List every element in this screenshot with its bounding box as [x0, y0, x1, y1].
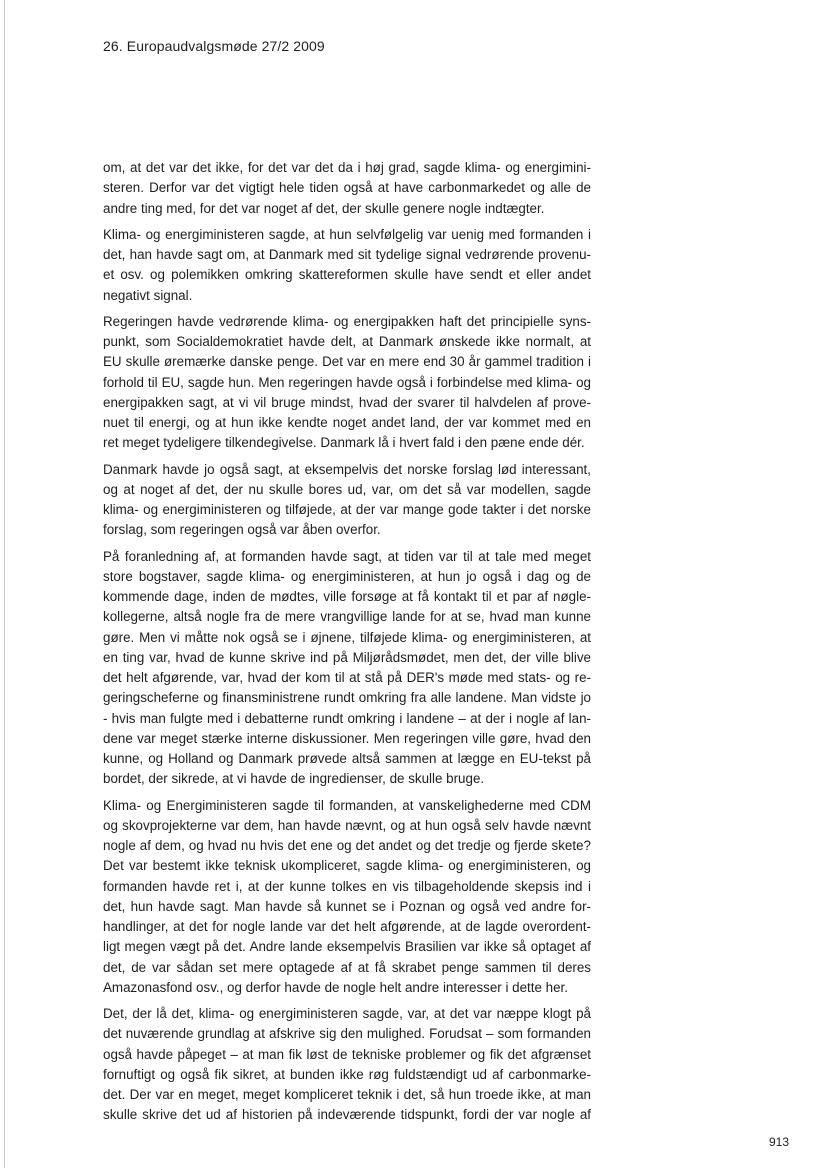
paragraph: [103, 158, 591, 219]
text-line: gøre. Men vi måtte nok også se i øjnene, tilføjede klima- og energiministeren, at: [103, 629, 591, 645]
text-line: et osv. og polemikken omkring skattereformen skulle have sendt et eller andet: [103, 267, 591, 283]
text-line: negativt signal.: [103, 287, 193, 303]
text-line: Det var bestemt ikke teknisk ukompliceret, sagde klima- og energiministeren, og: [103, 858, 591, 874]
text-line: På foranledning af, at formanden havde sagt, at tiden var til at tale med meget: [103, 548, 591, 564]
text-line: det, de var sådan set mere optagede af at få skrabet penge sammen til deres: [103, 959, 591, 975]
text-line: klima- og energiministeren og tilføjede, at der var mange gode takter i det norske: [103, 502, 591, 517]
text-line: kommende dage, inden de mødtes, ville forsøge at få kontakt til et par af nøgle-: [103, 589, 591, 604]
text-line: det, hun havde sagt. Man havde så kunnet se i Poznan og også ved andre for-: [103, 898, 591, 914]
text-line: steren. Derfor var det vigtigt hele tiden også at have carbonmarkedet og alle de: [103, 180, 591, 196]
text-line: geringscheferne og finansministrene rundt omkring fra alle landene. Man vidste jo: [103, 690, 591, 706]
text-line: EU skulle øremærke danske penge. Det var en mere end 30 år gammel tradition i: [103, 354, 591, 370]
text-line: punkt, som Socialdemokratiet havde delt, at Danmark ønskede ikke normalt, at: [103, 334, 591, 349]
text-line: Klima- og Energiministeren sagde til formanden, at vanskelighederne med CDM: [103, 797, 591, 813]
page-number: 913: [769, 1135, 790, 1149]
text-line: bordet, der sikrede, at vi havde de ingredienser, de skulle bruge.: [103, 771, 485, 787]
text-line: energipakken sagt, at vi vil bruge mindst, hvad der svarer til halvdelen af prove-: [103, 394, 591, 410]
text-line: skulle skrive det ud af historien på indeværende tidspunkt, fordi der var nogle af: [103, 1107, 591, 1123]
text-line: også havde påpeget – at man fik løst de tekniske problemer og fik det afgrænset: [103, 1046, 591, 1062]
paragraph: [103, 225, 591, 306]
text-line: det helt afgørende, var, hvad der kom til at stå på DER's møde med stats- og re-: [103, 670, 591, 685]
text-line: andre ting med, for det var noget af det, der skulle genere nogle indtægter.: [103, 200, 545, 216]
body-text: [103, 158, 591, 1132]
text-line: det, han havde sagt om, at Danmark med sit tydelige signal vedrørende provenu-: [103, 247, 591, 262]
text-line: og skovprojekterne var dem, han havde nævnt, og at hun også selv havde nævnt: [103, 817, 591, 833]
paragraph: [103, 460, 591, 541]
text-line: dene var meget stærke interne diskussioner. Men regeringen ville gøre, hvad den: [103, 730, 591, 746]
text-line: det nuværende grundlag at afskrive sig den mulighed. Forudsat – som formanden: [103, 1026, 591, 1042]
text-line: nuet til energi, og at hun ikke kendte noget andet land, der var kommet med en: [103, 415, 591, 430]
text-line: det. Der var en meget, meget kompliceret teknik i det, så hun troede ikke, at man: [103, 1087, 591, 1102]
text-line: Regeringen havde vedrørende klima- og energipakken haft det principielle syns-: [103, 313, 591, 329]
text-line: fornuftigt og også fik sikret, at bunden ikke røg fuldstændigt ud af carbonmarke-: [103, 1066, 591, 1082]
running-header: 26. Europaudvalgsmøde 27/2 2009: [103, 38, 325, 54]
paragraph: [103, 796, 591, 999]
scan-edge-line: [4, 0, 5, 1168]
text-line: Amazonasfond osv., og derfor havde de nogle helt andre interesser i dette her.: [103, 979, 568, 995]
text-line: Klima- og energiministeren sagde, at hun selvfølgelig var uenig med formanden i: [103, 226, 591, 242]
paragraph: [103, 1004, 591, 1126]
text-line: en ting var, hvad de kunne skrive ind på Miljørådsmødet, men det, der ville blive: [103, 649, 591, 665]
text-line: forhold til EU, sagde hun. Men regeringen havde også i forbindelse med klima- og: [103, 374, 591, 390]
text-line: kollegerne, altså nogle fra de mere vrangvillige lande for at se, hvad man kunne: [103, 609, 591, 625]
text-line: og at noget af det, der nu skulle bores ud, var, om det så var modellen, sagde: [103, 481, 591, 497]
text-line: store bogstaver, sagde klima- og energiministeren, at hun jo også i dag og de: [103, 568, 591, 584]
paragraph: [103, 312, 591, 454]
text-line: nogle af dem, og hvad nu hvis det ene og det andet og det tredje og fjerde skete?: [103, 838, 591, 853]
text-line: formanden havde ret i, at der kunne tolkes en vis tilbageholdende skepsis ind i: [103, 878, 591, 894]
text-line: handlinger, at det for nogle lande var det helt afgørende, at de lagde overordent-: [103, 919, 591, 934]
text-line: ret meget tydeligere tilkendegivelse. Danmark lå i hvert fald i den pæne ende dér.: [103, 435, 585, 451]
text-line: Det, der lå det, klima- og energiministeren sagde, var, at det var næppe klogt på: [103, 1006, 591, 1021]
paragraph: [103, 547, 591, 790]
text-line: - hvis man fulgte med i debatterne rundt omkring i landene – at der i nogle af lan-: [103, 710, 591, 726]
text-line: om, at det var det ikke, for det var det da i høj grad, sagde klima- og energimini-: [103, 160, 591, 175]
text-line: Danmark havde jo også sagt, at eksempelvis det norske forslag lød interessant,: [103, 461, 591, 477]
text-line: ligt megen vægt på det. Andre lande eksempelvis Brasilien var ikke så optaget af: [103, 939, 591, 955]
text-line: kunne, og Holland og Danmark prøvede altså sammen at lægge en EU-tekst på: [103, 751, 591, 766]
text-line: forslag, som regeringen også var åben overfor.: [103, 522, 381, 538]
